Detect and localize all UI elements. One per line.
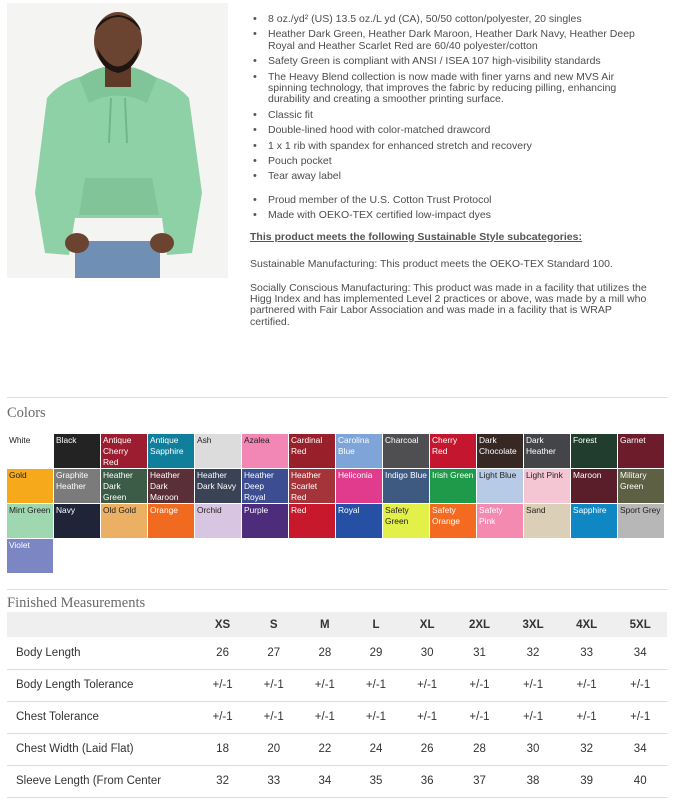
hoodie-model-illustration bbox=[7, 3, 228, 278]
colors-heading: Colors bbox=[7, 405, 46, 421]
feature-bullet: • 8 oz./yd² (US) 13.5 oz./L yd (CA), 50/50 cotton/polyester, 20 singles bbox=[250, 14, 650, 25]
feature-bullet: • Classic fit bbox=[250, 110, 650, 121]
measurement-cell: 32 bbox=[197, 765, 248, 797]
measurement-cell: +/-1 bbox=[453, 669, 507, 701]
sustainable-manufacturing-text: Sustainable Manufacturing: This product meets the OEKO-TEX Standard 100. bbox=[250, 258, 613, 271]
measurement-cell: 37 bbox=[453, 765, 507, 797]
measurement-cell: 30 bbox=[402, 637, 453, 669]
feature-bullet: • Proud member of the U.S. Cotton Trust Protocol bbox=[250, 195, 650, 206]
color-swatch[interactable]: Heather Scarlet Red bbox=[289, 469, 336, 504]
measurement-cell: +/-1 bbox=[506, 701, 560, 733]
row-label: Chest Tolerance bbox=[7, 701, 197, 733]
size-header-l: L bbox=[350, 612, 401, 637]
color-swatch[interactable]: Ash bbox=[195, 434, 242, 469]
table-row bbox=[7, 669, 667, 701]
color-swatch[interactable]: Light Blue bbox=[477, 469, 524, 504]
color-swatch[interactable]: Heather Dark Navy bbox=[195, 469, 242, 504]
feature-bullet: • The Heavy Blend collection is now made with finer yarns and new MVS Air spinning technology, that improves the fabric by reducing pilling, enhancing durability and creating a smoother printing surface. bbox=[250, 72, 650, 106]
section-divider bbox=[7, 397, 667, 398]
color-swatch[interactable]: Heather Deep Royal bbox=[242, 469, 289, 504]
empty-header-cell bbox=[7, 612, 197, 637]
color-swatch-grid bbox=[7, 434, 665, 574]
color-swatch[interactable]: Gold bbox=[7, 469, 54, 504]
color-swatch[interactable]: Heliconia bbox=[336, 469, 383, 504]
measurement-cell: +/-1 bbox=[248, 701, 299, 733]
feature-bullet: • Double-lined hood with color-matched drawcord bbox=[250, 125, 650, 136]
feature-list bbox=[250, 14, 650, 183]
measurement-cell: +/-1 bbox=[506, 669, 560, 701]
measurement-cell: +/-1 bbox=[453, 701, 507, 733]
product-photo bbox=[7, 3, 228, 278]
color-swatch[interactable]: Orange bbox=[148, 504, 195, 539]
measurement-cell: +/-1 bbox=[613, 701, 667, 733]
measurement-cell: 38 bbox=[506, 765, 560, 797]
color-swatch[interactable]: White bbox=[7, 434, 54, 469]
row-label: Body Length Tolerance bbox=[7, 669, 197, 701]
measurement-cell: 36 bbox=[402, 765, 453, 797]
measurement-cell: 20 bbox=[248, 733, 299, 765]
color-swatch[interactable]: Graphite Heather bbox=[54, 469, 101, 504]
measurement-cell: 30 bbox=[506, 733, 560, 765]
measurement-cell: 40 bbox=[613, 765, 667, 797]
color-swatch[interactable]: Old Gold bbox=[101, 504, 148, 539]
color-swatch[interactable]: Garnet bbox=[618, 434, 665, 469]
measurement-cell: 32 bbox=[560, 733, 614, 765]
measurement-cell: 33 bbox=[560, 637, 614, 669]
color-swatch[interactable]: Irish Green bbox=[430, 469, 477, 504]
color-swatch[interactable]: Forest bbox=[571, 434, 618, 469]
measurement-cell: 32 bbox=[506, 637, 560, 669]
measurement-cell: +/-1 bbox=[248, 669, 299, 701]
color-swatch[interactable]: Sport Grey bbox=[618, 504, 665, 539]
color-swatch[interactable]: Light Pink bbox=[524, 469, 571, 504]
row-label: Sleeve Length (From Center bbox=[7, 765, 197, 797]
color-swatch[interactable]: Sapphire bbox=[571, 504, 618, 539]
color-swatch[interactable]: Red bbox=[289, 504, 336, 539]
size-header-row bbox=[7, 612, 667, 637]
color-swatch[interactable]: Navy bbox=[54, 504, 101, 539]
measurement-cell: 24 bbox=[350, 733, 401, 765]
color-swatch[interactable]: Maroon bbox=[571, 469, 618, 504]
color-swatch[interactable]: Dark Heather bbox=[524, 434, 571, 469]
color-swatch[interactable]: Mint Green bbox=[7, 504, 54, 539]
measurement-cell: +/-1 bbox=[350, 669, 401, 701]
product-details bbox=[250, 14, 650, 340]
color-swatch[interactable]: Safety Orange bbox=[430, 504, 477, 539]
size-header-xs: XS bbox=[197, 612, 248, 637]
color-swatch[interactable]: Safety Green bbox=[383, 504, 430, 539]
color-swatch[interactable]: Azalea bbox=[242, 434, 289, 469]
feature-bullet: • Tear away label bbox=[250, 171, 650, 182]
feature-bullet: • Safety Green is compliant with ANSI / ISEA 107 high-visibility standards bbox=[250, 56, 650, 67]
measurement-cell: 39 bbox=[560, 765, 614, 797]
color-swatch[interactable]: Black bbox=[54, 434, 101, 469]
size-header-3xl: 3XL bbox=[506, 612, 560, 637]
table-row bbox=[7, 637, 667, 669]
color-swatch[interactable]: Cardinal Red bbox=[289, 434, 336, 469]
size-header-4xl: 4XL bbox=[560, 612, 614, 637]
color-swatch[interactable]: Charcoal bbox=[383, 434, 430, 469]
measurement-cell: 26 bbox=[402, 733, 453, 765]
measurements-heading: Finished Measurements bbox=[7, 595, 146, 611]
measurement-cell: +/-1 bbox=[299, 701, 350, 733]
color-swatch[interactable]: Military Green bbox=[618, 469, 665, 504]
color-swatch[interactable]: Royal bbox=[336, 504, 383, 539]
color-swatch[interactable]: Heather Dark Maroon bbox=[148, 469, 195, 504]
measurement-cell: 29 bbox=[350, 637, 401, 669]
color-swatch[interactable]: Orchid bbox=[195, 504, 242, 539]
measurement-cell: 28 bbox=[299, 637, 350, 669]
measurement-cell: +/-1 bbox=[197, 701, 248, 733]
table-row bbox=[7, 701, 667, 733]
color-swatch[interactable]: Antique Sapphire bbox=[148, 434, 195, 469]
measurements-table bbox=[7, 612, 667, 798]
color-swatch[interactable]: Sand bbox=[524, 504, 571, 539]
size-header-s: S bbox=[248, 612, 299, 637]
measurement-cell: 35 bbox=[350, 765, 401, 797]
section-divider bbox=[7, 589, 667, 590]
measurement-cell: 27 bbox=[248, 637, 299, 669]
measurement-cell: 22 bbox=[299, 733, 350, 765]
sustainable-style-heading: This product meets the following Sustainable Style subcategories: bbox=[250, 230, 582, 243]
color-swatch[interactable]: Purple bbox=[242, 504, 289, 539]
measurement-cell: +/-1 bbox=[402, 701, 453, 733]
measurement-cell: +/-1 bbox=[560, 669, 614, 701]
measurement-cell: 34 bbox=[613, 637, 667, 669]
color-swatch[interactable]: Safety Pink bbox=[477, 504, 524, 539]
color-swatch[interactable]: Carolina Blue bbox=[336, 434, 383, 469]
color-swatch[interactable]: Heather Dark Green bbox=[101, 469, 148, 504]
feature-bullet: • Pouch pocket bbox=[250, 156, 650, 167]
feature-bullet: • Heather Dark Green, Heather Dark Maroon, Heather Dark Navy, Heather Deep Royal and Heather Scarlet Red are 60/40 polyester/cotton bbox=[250, 29, 650, 52]
feature-bullet: • Made with OEKO-TEX certified low-impact dyes bbox=[250, 210, 650, 221]
measurement-cell: 34 bbox=[613, 733, 667, 765]
size-header-xl: XL bbox=[402, 612, 453, 637]
measurement-cell: 26 bbox=[197, 637, 248, 669]
measurement-cell: +/-1 bbox=[613, 669, 667, 701]
measurement-cell: +/-1 bbox=[197, 669, 248, 701]
row-label: Chest Width (Laid Flat) bbox=[7, 733, 197, 765]
measurement-cell: +/-1 bbox=[560, 701, 614, 733]
measurement-cell: +/-1 bbox=[350, 701, 401, 733]
measurement-cell: +/-1 bbox=[299, 669, 350, 701]
table-row bbox=[7, 765, 667, 797]
measurement-cell: 33 bbox=[248, 765, 299, 797]
color-swatch[interactable]: Dark Chocolate bbox=[477, 434, 524, 469]
row-label: Body Length bbox=[7, 637, 197, 669]
socially-conscious-text: Socially Conscious Manufacturing: This product was made in a facility that utilizes the Higg Index and has implemented Level 2 practices or above, was made by a mill who partnered with Fair Labor Association and was made in a facility that is WRAP certified. bbox=[250, 281, 647, 328]
sustainability-list bbox=[250, 195, 650, 222]
color-swatch[interactable]: Cherry Red bbox=[430, 434, 477, 469]
color-swatch[interactable]: Violet bbox=[7, 539, 54, 574]
measurement-cell: +/-1 bbox=[402, 669, 453, 701]
measurement-cell: 31 bbox=[453, 637, 507, 669]
color-swatch[interactable]: Indigo Blue bbox=[383, 469, 430, 504]
feature-bullet: • 1 x 1 rib with spandex for enhanced stretch and recovery bbox=[250, 141, 650, 152]
measurement-cell: 28 bbox=[453, 733, 507, 765]
color-swatch[interactable]: Antique Cherry Red bbox=[101, 434, 148, 469]
size-header-m: M bbox=[299, 612, 350, 637]
size-header-2xl: 2XL bbox=[453, 612, 507, 637]
size-header-5xl: 5XL bbox=[613, 612, 667, 637]
measurements-body bbox=[7, 637, 667, 797]
measurement-cell: 34 bbox=[299, 765, 350, 797]
measurement-cell: 18 bbox=[197, 733, 248, 765]
table-row bbox=[7, 733, 667, 765]
